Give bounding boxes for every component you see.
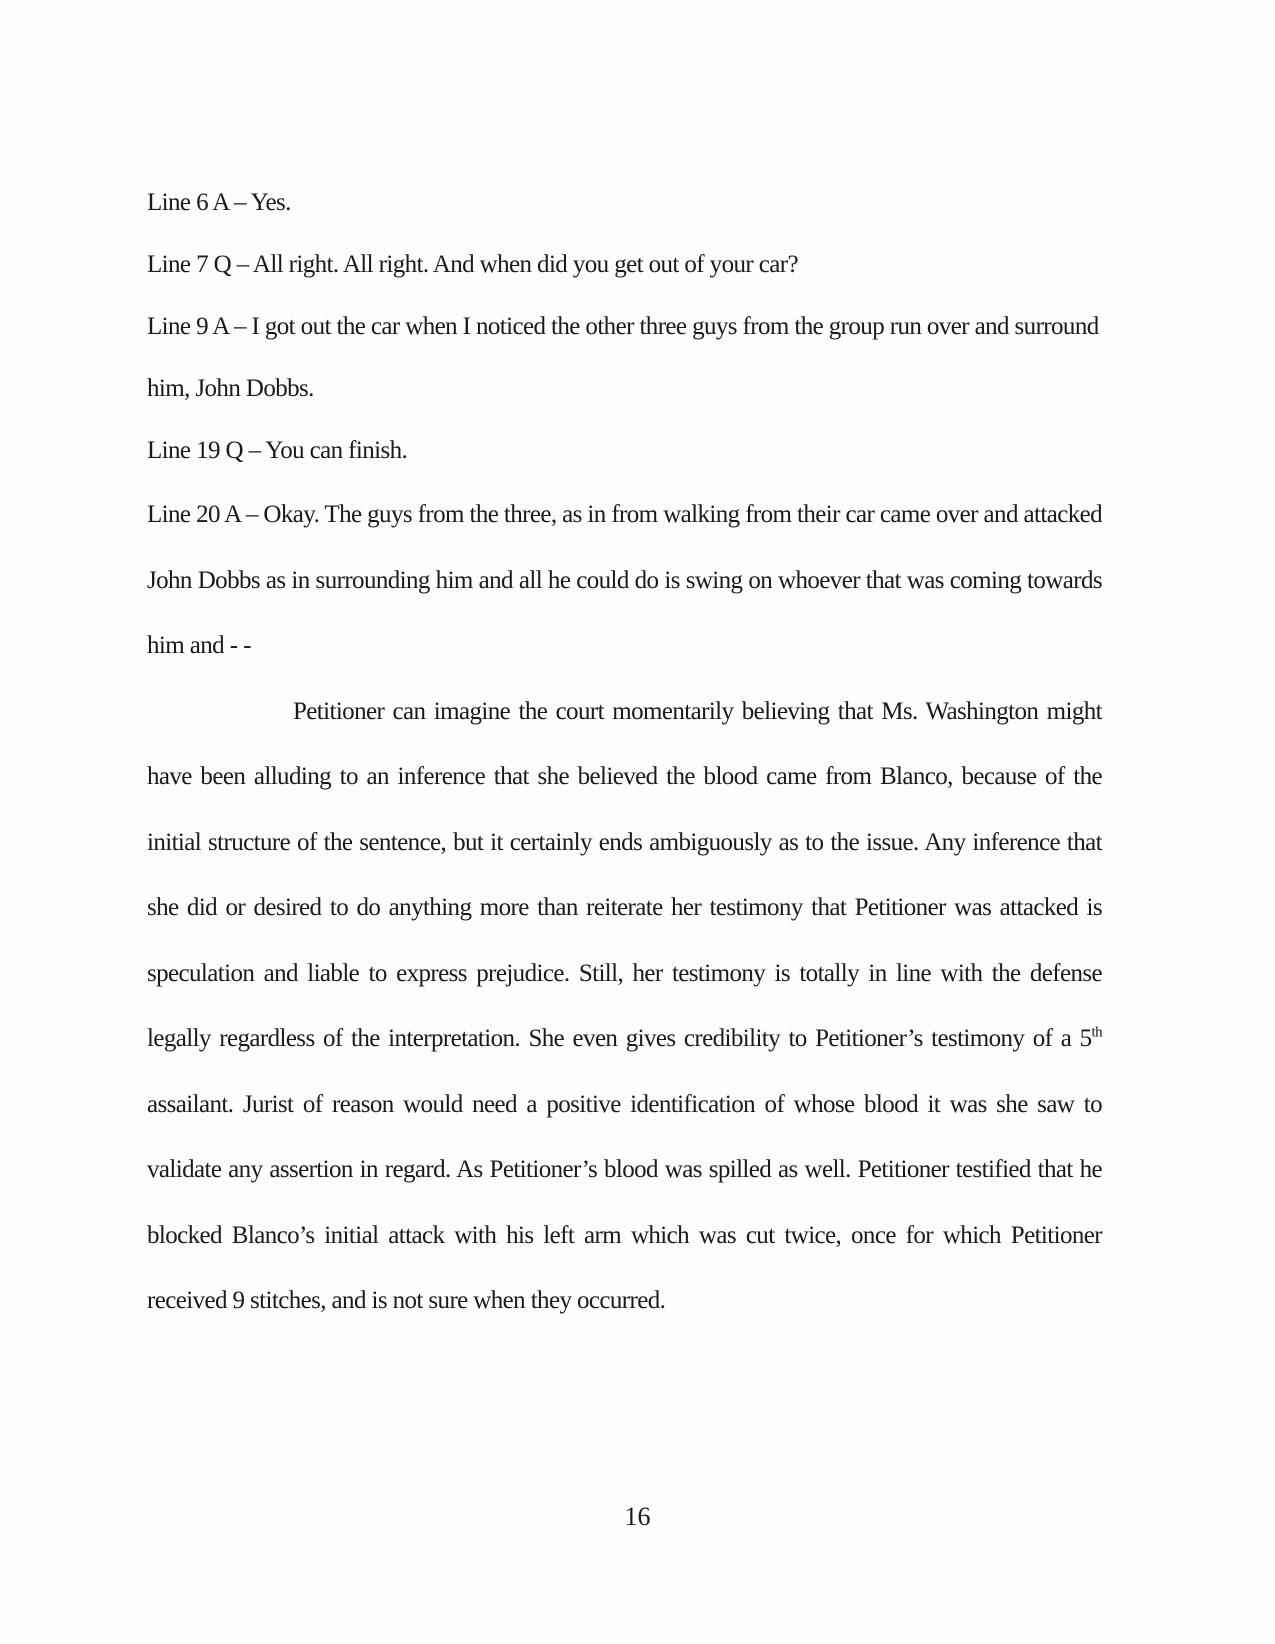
argument-paragraph: [147, 679, 1102, 1334]
transcript-line: Line 19 Q – You can finish.: [147, 437, 408, 464]
ordinal-superscript: th: [1091, 1024, 1102, 1041]
transcript-line: Line 7 Q – All right. All right. And when did you get out of your car?: [147, 251, 798, 278]
page-number: 16: [624, 1502, 651, 1531]
argument-text-part-2: assailant. Jurist of reason would need a positive identification of whose blood it was she saw to validate any assertion in regard. As Petitioner’s blood was spilled as well. Petitioner testified that he blocked Blanco’s initial attack with his left arm which was cut twice, once for which Petitioner received 9 stitches, and is not sure when they occurred.: [147, 1090, 1102, 1314]
document-body: [147, 172, 1102, 1334]
transcript-line: Line 6 A – Yes.: [147, 189, 291, 216]
argument-text-part-1: Petitioner can imagine the court momentarily believing that Ms. Washington might have been alluding to an inference that she believed the blood came from Blanco, because of the initial structure of the sentence, but it certainly ends ambiguously as to the issue. Any inference that she did or desired to do anything more than reiterate her testimony that Petitioner was attacked is speculation and liable to express prejudice. Still, her testimony is totally in line with the defense legally regardless of the interpretation. She even gives credibility to Petitioner’s testimony of a 5: [147, 697, 1102, 1052]
transcript-line: Line 20 A – Okay. The guys from the three, as in from walking from their car came over and attacked John Dobbs as in surrounding him and all he could do is swing on whoever that was coming towards him and - -: [147, 501, 1102, 659]
transcript-line: Line 9 A – I got out the car when I noticed the other three guys from the group run over and surround him, John Dobbs.: [147, 313, 1099, 402]
